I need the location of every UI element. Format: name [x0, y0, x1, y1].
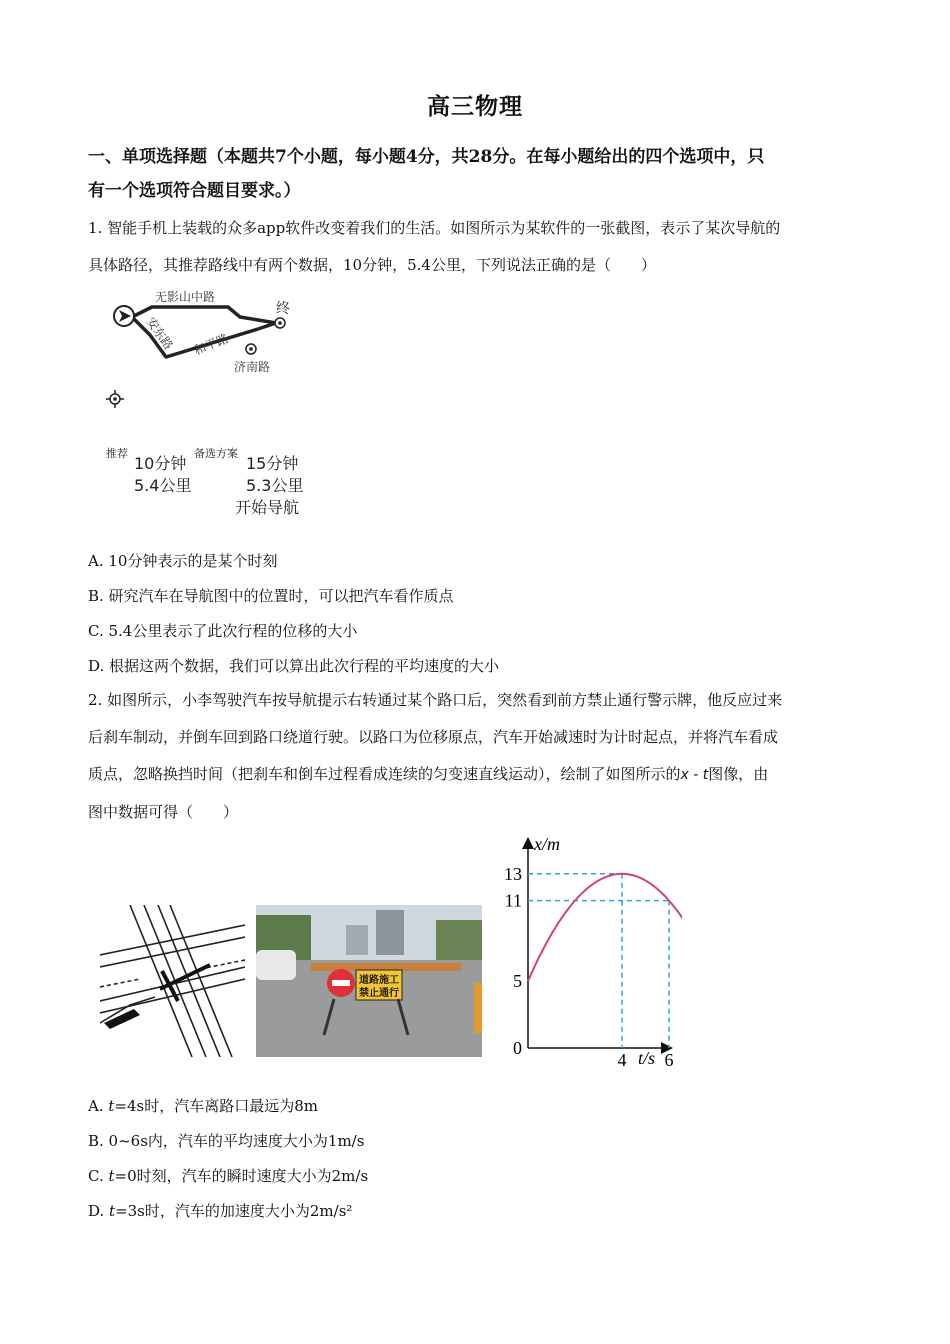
- alternative-tag: 备选方案: [194, 447, 238, 460]
- q2-option-d[interactable]: D. t=3s时，汽车的加速度大小为2m/s²: [88, 1202, 353, 1220]
- page-title: 高三物理: [427, 93, 523, 120]
- section-heading-line1: 一、单项选择题（本题共7个小题，每小题4分，共28分。在每小题给出的四个选项中，只: [88, 147, 765, 167]
- start-navigation-button[interactable]: 开始导航: [235, 498, 300, 517]
- q2-option-b[interactable]: B. 0~6s内，汽车的平均速度大小为1m/s: [88, 1132, 365, 1150]
- q2-stem-line1: 2. 如图所示，小李驾驶汽车按导航提示右转通过某个路口后，突然看到前方禁止通行警示牌，他反应过来: [88, 691, 783, 709]
- q1-stem-line1: 1. 智能手机上装载的众多app软件改变着我们的生活。如图所示为某软件的一张截图，表示了某次导航的: [88, 219, 781, 237]
- alternative-distance: 5.3公里: [246, 476, 304, 495]
- q2-option-a[interactable]: A. t=4s时，汽车离路口最远为8m: [88, 1097, 318, 1115]
- q1-option-d[interactable]: D. 根据这两个数据，我们可以算出此次行程的平均速度的大小: [88, 657, 500, 675]
- start-marker-icon: [114, 306, 134, 326]
- sign-text-line2: 禁止通行: [359, 988, 399, 999]
- x-t-symbol: x - t: [680, 767, 709, 783]
- q2-stem: [88, 682, 868, 831]
- q1-option-c[interactable]: C. 5.4公里表示了此次行程的位移的大小: [88, 622, 358, 640]
- road-label-1: 无影山中路: [155, 290, 216, 304]
- x-t-graph: [492, 830, 682, 1075]
- recommend-distance: 5.4公里: [134, 476, 192, 495]
- section-heading-line2: 有一个选项符合题目要求。）: [88, 181, 301, 201]
- alternative-time: 15分钟: [246, 454, 299, 473]
- poi-marker-icon: [246, 344, 256, 354]
- road-label-3: 和平路: [191, 331, 231, 358]
- section-heading: [88, 140, 868, 208]
- x-axis-label: t/s: [638, 1048, 656, 1068]
- q2-stem-line3: 质点，忽略换挡时间（把刹车和倒车过程看成连续的匀变速直线运动），绘制了如图所示的x - t图像，由: [88, 765, 769, 783]
- q1-stem: [88, 210, 868, 284]
- x-tick-6: 6: [664, 1050, 674, 1070]
- q1-stem-line2: 具体路径，其推荐路线中有两个数据，10分钟，5.4公里，下列说法正确的是（ ）: [88, 256, 656, 274]
- intersection-diagram: [100, 905, 245, 1057]
- x-t-curve: [528, 874, 682, 981]
- q2-stem-line2: 后刹车制动，并倒车回到路口绕道行驶。以路口为位移原点，汽车开始减速时为计时起点，并将汽车看成: [88, 728, 779, 746]
- y-tick-13: 13: [504, 863, 522, 884]
- road-label-4: 济南路: [234, 360, 271, 374]
- y-tick-0: 0: [513, 1038, 522, 1058]
- road-closed-photo: [256, 905, 482, 1057]
- road-label-2: 安东路: [143, 314, 176, 353]
- q2-option-c[interactable]: C. t=0时刻，汽车的瞬时速度大小为2m/s: [88, 1167, 369, 1185]
- q2-stem-line4: 图中数据可得（ ）: [88, 803, 239, 821]
- recommend-tag: 推荐: [106, 447, 128, 460]
- y-tick-5: 5: [513, 971, 522, 991]
- q1-map-figure: [100, 285, 320, 415]
- y-axis-label: x/m: [534, 834, 560, 854]
- sign-text-line1: 道路施工: [359, 975, 399, 986]
- y-tick-11: 11: [504, 890, 522, 911]
- x-tick-4: 4: [617, 1050, 627, 1070]
- recommend-time: 10分钟: [134, 454, 187, 473]
- locate-icon[interactable]: [106, 390, 124, 408]
- q1-option-b[interactable]: B. 研究汽车在导航图中的位置时，可以把汽车看作质点: [88, 587, 454, 605]
- end-label: 终: [276, 301, 290, 317]
- end-marker-icon: [275, 318, 285, 328]
- q1-option-a[interactable]: A. 10分钟表示的是某个时刻: [88, 552, 278, 570]
